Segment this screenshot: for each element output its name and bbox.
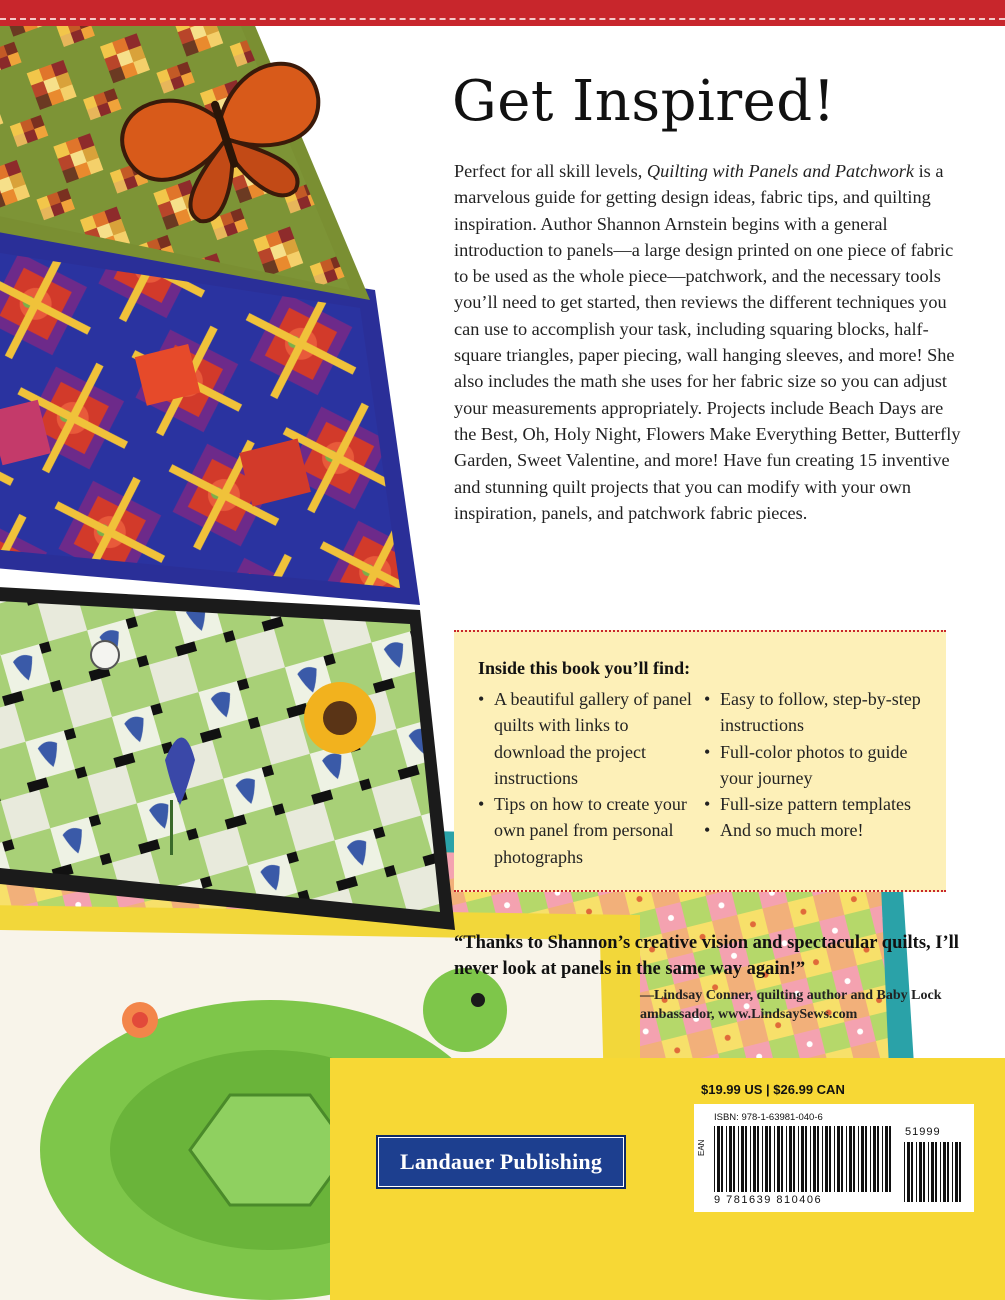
barcode-bar bbox=[882, 1126, 883, 1192]
features-list-left bbox=[478, 686, 698, 870]
barcode-bar bbox=[955, 1142, 958, 1202]
barcode-bar bbox=[834, 1126, 835, 1192]
botanical-quilt bbox=[0, 585, 455, 930]
barcode-bar bbox=[959, 1142, 961, 1202]
feature-item: • Tips on how to create your own panel from personal photographs bbox=[478, 791, 698, 870]
barcode-bar bbox=[781, 1126, 783, 1192]
barcode-bar bbox=[733, 1126, 735, 1192]
endorsement-attribution: —Lindsay Conner, quilting author and Baby Lock ambassador, www.LindsaySews.com bbox=[640, 988, 942, 1022]
barcode-bar bbox=[889, 1126, 891, 1192]
barcode-addon bbox=[904, 1142, 964, 1202]
barcode-bar bbox=[717, 1126, 720, 1192]
barcode-bar bbox=[714, 1126, 715, 1192]
barcode-bar bbox=[853, 1126, 855, 1192]
publisher-logo bbox=[376, 1135, 626, 1189]
barcode-bar bbox=[805, 1126, 807, 1192]
heading: Get Inspired! bbox=[452, 69, 836, 134]
barcode-bar bbox=[919, 1142, 922, 1202]
features-box bbox=[454, 630, 946, 892]
barcode-bar bbox=[861, 1126, 864, 1192]
barcode-bar bbox=[774, 1126, 775, 1192]
barcode-bar bbox=[765, 1126, 768, 1192]
barcode-bar bbox=[810, 1126, 811, 1192]
barcode-bar bbox=[841, 1126, 843, 1192]
features-box-top-border bbox=[454, 630, 946, 632]
feature-item: • Full-color photos to guide your journey bbox=[704, 739, 934, 792]
feature-item: • A beautiful gallery of panel quilts with links to download the project instructions bbox=[478, 686, 698, 791]
book-title: Quilting with Panels and Patchwork bbox=[646, 161, 915, 181]
barcode-bar bbox=[769, 1126, 771, 1192]
barcode-bar bbox=[786, 1126, 787, 1192]
top-band bbox=[0, 0, 1005, 26]
description-lead: Perfect for all skill levels, bbox=[454, 161, 647, 181]
barcode-bar bbox=[793, 1126, 795, 1192]
barcode-bar bbox=[757, 1126, 759, 1192]
barcode-bar bbox=[741, 1126, 744, 1192]
barcode-bar bbox=[829, 1126, 831, 1192]
barcode-digits: 9 781639 810406 bbox=[714, 1194, 823, 1206]
barcode-bar bbox=[798, 1126, 799, 1192]
barcode-bar bbox=[753, 1126, 756, 1192]
barcode-bar bbox=[865, 1126, 867, 1192]
barcode-addon-digits: 51999 bbox=[905, 1126, 941, 1138]
barcode-bar bbox=[777, 1126, 780, 1192]
barcode-bar bbox=[952, 1142, 953, 1202]
barcode-bar bbox=[870, 1126, 871, 1192]
barcode-main bbox=[714, 1126, 894, 1192]
description-body: is a marvelous guide for getting design ideas, fabric tips, and quilting inspiration. Author Shannon Arnstein begins with a general introduction to panels—a large design printed on one piece of fabric to be used as the whole piece—patchwork, and the necessary tools you’ll need to get started, then reviews the different techniques you can use to accomplish your task, including squaring blocks, half-square triangles, paper piecing, wall hanging sleeves, and more! She also includes the math she uses for her fabric size so you can adjust your measurements appropriately. Projects include Beach Days are the Best, Oh, Holy Night, Flowers Make Everything Better, Butterfly Garden, Sweet Valentine, and more! Have fun creating 15 inventive and stunning quilt projects that you can modify with your own inspiration, panels, and patchwork fabric pieces. bbox=[454, 161, 961, 523]
barcode-bar bbox=[907, 1142, 910, 1202]
barcode-bar bbox=[858, 1126, 859, 1192]
ean-label: EAN bbox=[697, 1139, 706, 1156]
barcode-bar bbox=[923, 1142, 925, 1202]
barcode-bar bbox=[726, 1126, 727, 1192]
feature-item: • Full-size pattern templates bbox=[704, 791, 934, 817]
barcode-bar bbox=[789, 1126, 792, 1192]
barcode-bar bbox=[911, 1142, 913, 1202]
features-box-bottom-border bbox=[454, 890, 946, 892]
feature-item: • And so much more! bbox=[704, 817, 934, 843]
top-band-stitching bbox=[0, 18, 1005, 20]
barcode-bar bbox=[721, 1126, 723, 1192]
barcode-bar bbox=[885, 1126, 888, 1192]
features-box-title: Inside this book you’ll find: bbox=[478, 658, 691, 678]
isbn-text: ISBN: 978-1-63981-040-6 bbox=[714, 1112, 823, 1123]
feature-item: • Easy to follow, step-by-step instructions bbox=[704, 686, 934, 739]
publisher-name: Landauer Publishing bbox=[399, 1149, 603, 1174]
barcode-bar bbox=[822, 1126, 823, 1192]
barcode-bar bbox=[750, 1126, 751, 1192]
barcode-bar bbox=[825, 1126, 828, 1192]
barcode-bar bbox=[873, 1126, 876, 1192]
barcode-bar bbox=[801, 1126, 804, 1192]
barcode-bar bbox=[837, 1126, 840, 1192]
barcode-bar bbox=[846, 1126, 847, 1192]
barcode-card bbox=[694, 1104, 974, 1212]
barcode-bar bbox=[745, 1126, 747, 1192]
barcode-bar bbox=[947, 1142, 949, 1202]
barcode-bar bbox=[943, 1142, 946, 1202]
barcode-bar bbox=[813, 1126, 816, 1192]
barcode-bar bbox=[940, 1142, 941, 1202]
barcode-bar bbox=[762, 1126, 763, 1192]
barcode-bar bbox=[849, 1126, 852, 1192]
barcode-bar bbox=[916, 1142, 917, 1202]
barcode-bar bbox=[904, 1142, 905, 1202]
barcode-bar bbox=[817, 1126, 819, 1192]
barcode-bar bbox=[931, 1142, 934, 1202]
features-list-right bbox=[704, 686, 934, 844]
price: $19.99 US | $26.99 CAN bbox=[701, 1082, 845, 1097]
barcode-bar bbox=[935, 1142, 937, 1202]
barcode-bar bbox=[729, 1126, 732, 1192]
book-description bbox=[454, 158, 969, 526]
barcode-bar bbox=[877, 1126, 879, 1192]
endorsement-quote: “Thanks to Shannon’s creative vision and spectacular quilts, I’ll never look at panels in the same way again!” bbox=[454, 933, 959, 979]
barcode-bar bbox=[928, 1142, 929, 1202]
barcode-bar bbox=[738, 1126, 739, 1192]
